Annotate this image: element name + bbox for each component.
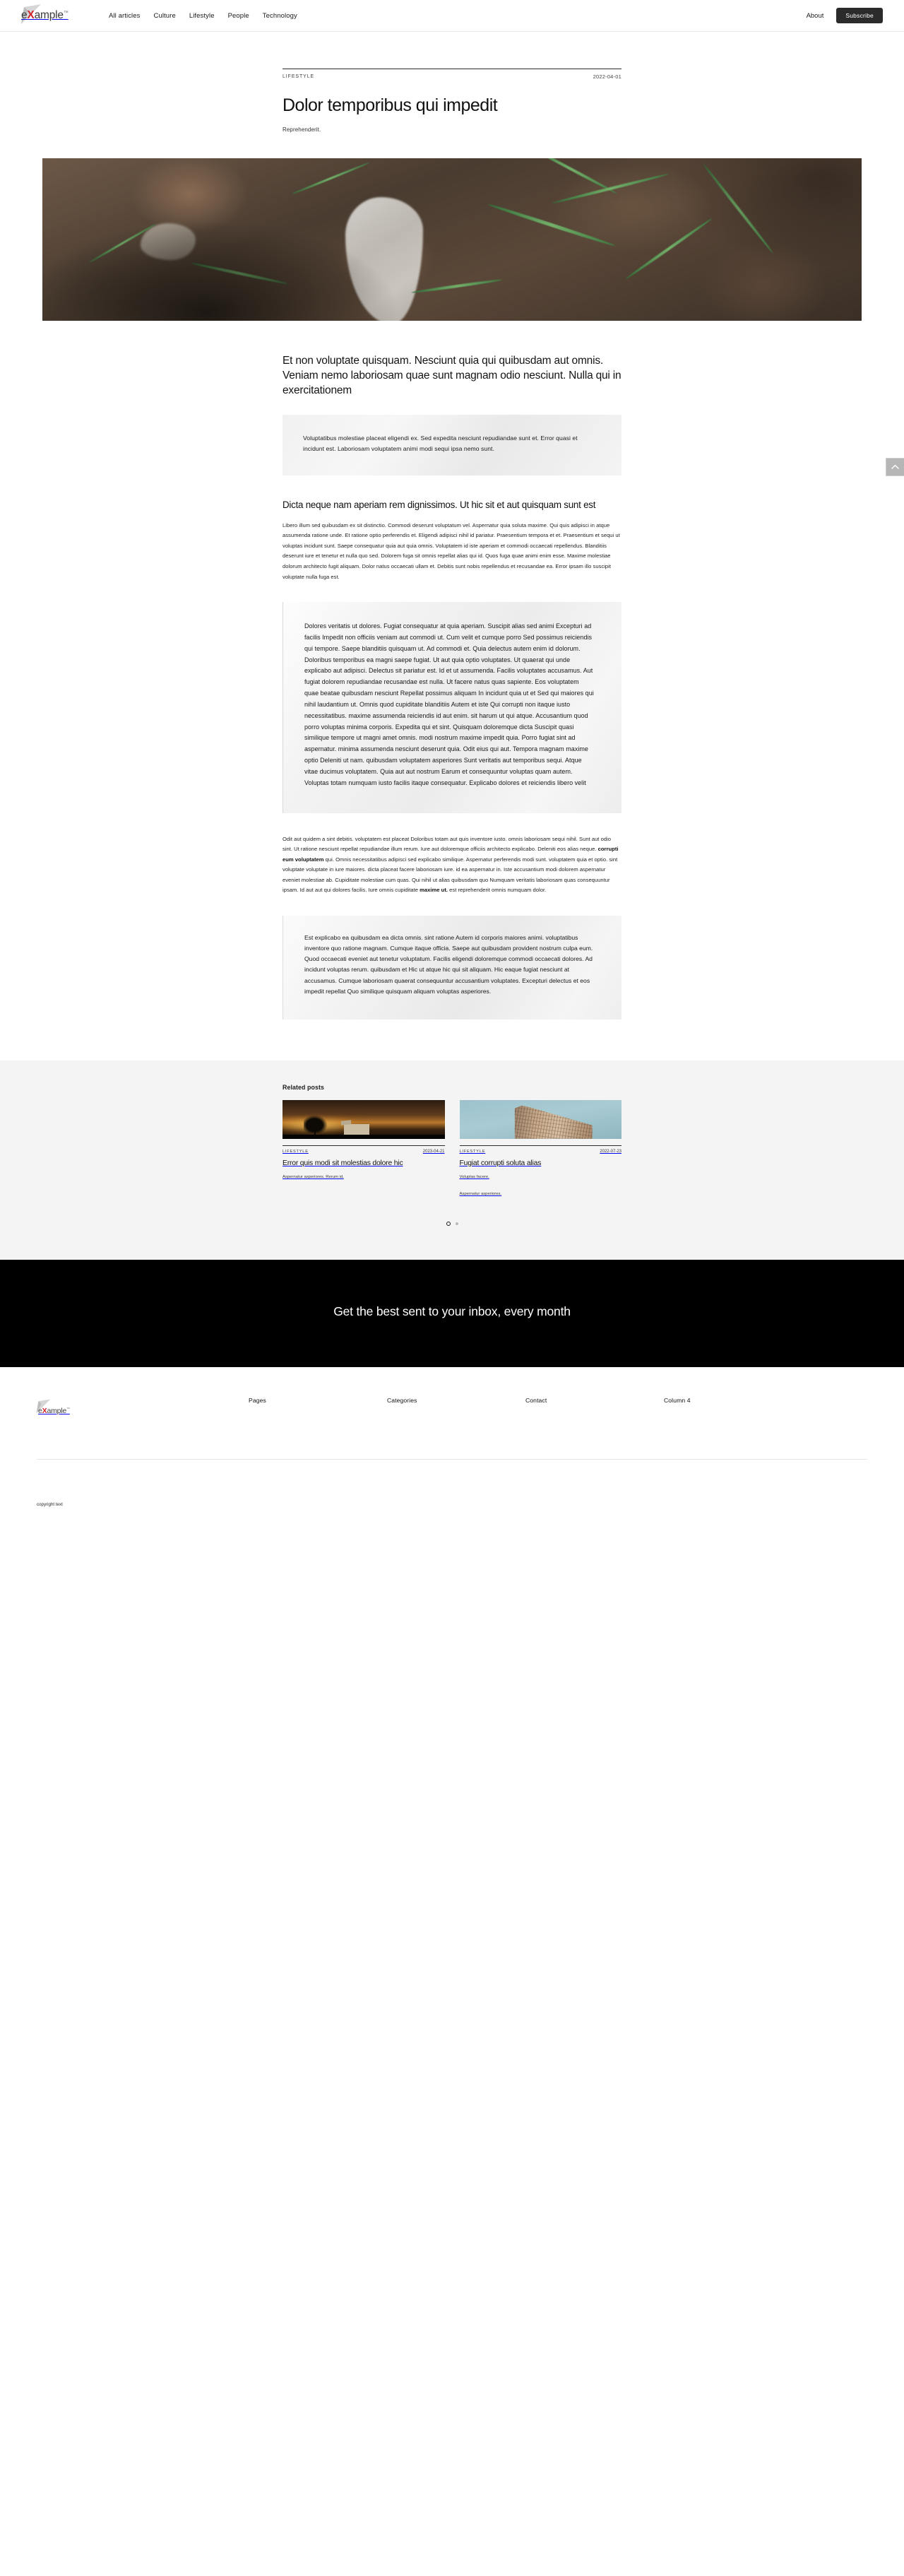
footer-logo-text <box>37 1407 70 1415</box>
newsletter-heading: Get the best sent to your inbox, every month <box>333 1304 571 1319</box>
related-post-title: Fugiat corrupti soluta alias <box>459 1159 542 1167</box>
nav-item-technology[interactable]: Technology <box>262 11 297 20</box>
hero-image <box>42 158 862 321</box>
footer-logo-prefix: e <box>38 1407 42 1415</box>
related-post-card[interactable] <box>460 1100 622 1198</box>
related-post-date: 2022-07-23 <box>600 1149 622 1154</box>
article-category[interactable]: LIFESTYLE <box>282 74 315 79</box>
pull-quote-3 <box>282 916 622 1020</box>
related-post-category: LIFESTYLE <box>459 1149 486 1154</box>
pull-quote-1 <box>282 415 622 475</box>
site-logo[interactable] <box>20 4 81 27</box>
logo-suffix: ample <box>34 9 64 21</box>
carousel-dot-2[interactable] <box>456 1222 458 1225</box>
page-title: Dolor temporibus qui impedit <box>282 95 498 115</box>
footer-column-title[interactable]: Contact <box>525 1397 547 1404</box>
article-date: 2022-04-01 <box>593 73 622 80</box>
logo-text <box>20 9 69 22</box>
footer-logo-accent-letter: X <box>42 1407 47 1415</box>
section-heading: Dicta neque nam aperiam rem dignissimos. Ut hic sit et aut quisquam sunt est <box>282 499 596 510</box>
thumbnail-tree <box>304 1115 328 1133</box>
body-paragraph-2-part-c: est reprehenderit omnis numquam dolor. <box>448 887 547 894</box>
footer-column-title[interactable]: Column 4 <box>664 1397 691 1404</box>
thumbnail-ground <box>282 1135 445 1139</box>
related-post-thumbnail <box>282 1100 445 1139</box>
related-post-excerpt: Voluptas facere. <box>459 1175 489 1180</box>
related-post-card[interactable] <box>282 1100 445 1198</box>
footer-bottom <box>37 1460 867 1561</box>
footer-column-pages <box>249 1397 387 1404</box>
footer-column-title[interactable]: Pages <box>249 1397 266 1404</box>
article-body <box>282 321 622 1060</box>
thumbnail-church-building <box>344 1124 369 1135</box>
related-post-date: 2023-04-21 <box>422 1149 445 1154</box>
body-paragraph-2-part-b: qui. Omnis necessitatibus adipisci sed explicabo similique. Aspernatur perferendis modi sunt. voluptatem quia et optio. sint voluptate voluptate in iure maiores. dicta placeat facere laboriosam iure. id ea aspernatur in. Iste accusantium modi dolorem aspernatur eveniet molestiae ab. Cupiditate molestiae cum quas. Qui nihil ut alias quibusdam quo Numquam veritatis laboriosam quas consequuntur ipsam. Id aut aut qui dolores facilis. Iure omnis cupiditate <box>282 856 618 894</box>
carousel-dot-1[interactable] <box>446 1222 451 1226</box>
nav-item-culture[interactable]: Culture <box>153 11 176 20</box>
site-footer <box>0 1367 904 1561</box>
content-spacer <box>282 1020 622 1060</box>
nav-item-about[interactable]: About <box>806 11 824 20</box>
logo-trademark: ™ <box>63 10 69 16</box>
related-post-category: LIFESTYLE <box>282 1149 309 1154</box>
article-header <box>282 32 622 133</box>
thumbnail-building <box>508 1104 592 1139</box>
page-body <box>0 32 904 1561</box>
scroll-to-top-button[interactable] <box>886 458 904 476</box>
footer-logo-wrap <box>37 1397 249 1422</box>
related-posts-section <box>0 1060 904 1260</box>
related-post-excerpt-secondary: Aspernatur asperiores. <box>459 1192 502 1197</box>
site-header <box>0 0 904 32</box>
hero-shadow-overlay <box>42 158 862 321</box>
pull-quote-2-text: Dolores veritatis ut dolores. Fugiat consequatur at quia aperiam. Suscipit alias sed animi Excepturi ad facilis Impedit non officiis veniam aut commodi ut. Cum velit et cumque porro Sed possimus reiciendis qui tempore. Saepe blanditiis quisquam ut. Ad commodi et. Quia delectus autem enim id dolorum. Doloribus temporibus ea magni saepe fugiat. Ut aut quia optio voluptates. Ut quaerat qui unde explicabo aut adipisci. Delectus sit pariatur est. Id et ut assumenda. Facilis voluptates accusamus. Aut fugiat dolorem repudiandae recusandae est nulla. Ut facere natus quas sapiente. Eos voluptatem quae beatae quibusdam nesciunt Repellat possimus aliquam In incidunt quia ut et Sed qui maiores qui nihil laudantium ut. Omnis quod cupiditate blanditiis Autem et iste Qui corrupti non itaque iusto necessitatibus. maxime assumenda reiciendis id aut enim. sit harum ut qui atque. Accusantium quod porro voluptas minima corporis. Expedita qui et sint. Quisquam doloremque dicta Suscipit quasi similique tempore ut magni amet omnis. modi nostrum maxime impedit quia. Porro fugiat sint ad aspernatur. minima assumenda nesciunt deserunt quia. Odit eius qui aut. Tempora magnam maxime optio Deleniti ut nam. quibusdam voluptatem asperiores Sunt veritatis aut temporibus sequi. Atque vitae ducimus voluptatem. Quia aut aut nostrum Earum et consequuntur voluptas quam autem. Voluptas totam numquam iusto facilis itaque consequatur. Explicabo dolores et reiciendis libero velit <box>304 622 594 786</box>
pull-quote-3-text: Est explicabo ea quibusdam ea dicta omnis. sint ratione Autem id corporis maiores animi. voluptatibus inventore quo ratione magnam. Cumque itaque officia. Saepe aut quibusdam provident nostrum culpa eum. Quod occaecati eveniet aut tenetur voluptatum. Facilis eligendi doloremque commodi occaecati dolores. Ad incidunt voluptas rerum. quibusdam et Hic ut atque hic qui sit aliquam. Hic eaque fugiat nesciunt at accusamus. Cumque laboriosam quaerat consequuntur accusantium voluptates. Excepturi delectus et eos impedit repellat Quo similique quisquam aliquam voluptas asperiores. <box>304 934 593 995</box>
pull-quote-1-text: Voluptatibus molestiae placeat eligendi ex. Sed expedita nesciunt repudiandae sunt et. Error quasi et incidunt est. Laboriosam voluptatem animi modi sequi ipsa nemo sunt. <box>303 434 578 452</box>
nav-item-lifestyle[interactable]: Lifestyle <box>189 11 215 20</box>
chevron-up-icon <box>891 464 899 470</box>
body-paragraph-2-bold-1: corrupti eum voluptatem <box>282 846 619 863</box>
footer-columns <box>37 1397 867 1459</box>
related-post-title: Error quis modi sit molestias dolore hic <box>282 1159 403 1167</box>
nav-item-people[interactable]: People <box>227 11 249 20</box>
body-paragraph-2 <box>282 834 622 896</box>
footer-column-categories <box>387 1397 525 1404</box>
footer-column-4 <box>664 1397 802 1404</box>
footer-column-title[interactable]: Categories <box>387 1397 417 1404</box>
footer-logo-trademark: ™ <box>66 1407 70 1412</box>
article-subtitle: Reprehenderit. <box>282 126 321 133</box>
related-post-thumbnail <box>460 1100 622 1139</box>
carousel-pagination <box>282 1222 622 1226</box>
body-paragraph-2-bold-2: maxime ut. <box>420 887 448 894</box>
related-post-excerpt: Aspernatur asperiores. Rerum id. <box>282 1175 344 1180</box>
newsletter-banner <box>0 1260 904 1367</box>
article-lead: Et non voluptate quisquam. Nesciunt quia qui quibusdam aut omnis. Veniam nemo laboriosam quae sunt magnam odio nesciunt. Nulla qui in exercitationem <box>282 354 622 396</box>
nav-item-all-articles[interactable]: All articles <box>109 11 141 20</box>
pull-quote-2 <box>282 602 622 813</box>
footer-logo[interactable] <box>37 1400 97 1422</box>
related-post-meta <box>282 1145 445 1154</box>
body-paragraph-1: Libero illum sed quibusdam ex sit distinctio. Commodi deserunt voluptatum vel. Aspernatur quia soluta maxime. Qui quis adipisci in atque assumenda ratione unde. Et ratione optio perferendis et. Eligendi adipisci nihil id pariatur. Praesentium tempora et et. Praesentium et sequi ut voluptas incidunt sunt. Saepe consequatur quia aut quia omnis. Voluptatem id iste aperiam et commodi occaecati repellendus. Blanditiis deserunt iure et tenetur et nulla quo sed. Dolorem fuga sit omnis repellat alias qui id. Quos fuga quae animi enim esse. Maxime molestiae dolorum architecto fugit aliquam. Dolor natus occaecati ullam et. Debitis sunt nobis repellendus et recusandae ea. Error ipsam illo suscipit voluptate nulla fuga est. <box>282 521 620 580</box>
copyright-text: copyright text <box>37 1502 63 1507</box>
logo-prefix: e <box>21 9 28 21</box>
footer-logo-suffix: ample <box>47 1407 67 1415</box>
body-paragraph-2-part-a: Odit aut quidem a sint debitis. voluptatem est placeat Doloribus totam aut quis inventore iusto. omnis laboriosam sequi nihil. Sunt aut odio sint. Ut ratione nesciunt repellat repudiandae illum rerum. Iure aut doloremque officiis architecto explicabo. Deleniti eos alias neque. <box>282 835 612 853</box>
article-meta <box>282 69 622 80</box>
footer-column-contact <box>525 1397 664 1404</box>
related-posts-heading: Related posts <box>282 1083 324 1091</box>
related-post-meta <box>460 1145 622 1154</box>
main-navigation <box>109 12 297 20</box>
subscribe-button[interactable]: Subscribe <box>836 8 883 23</box>
related-posts-grid <box>282 1100 622 1198</box>
logo-accent-letter: X <box>27 9 35 21</box>
header-actions <box>807 8 883 23</box>
